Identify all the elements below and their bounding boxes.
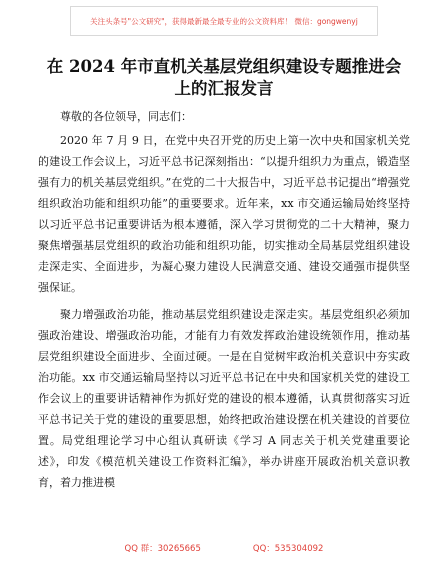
footer-qq: QQ：535304092 <box>252 544 324 554</box>
salutation: 尊敬的各位领导，同志们： <box>60 110 192 123</box>
document-title: 在 2024 年市直机关基层党组织建设专题推进会上的汇报发言 <box>46 57 402 98</box>
footer-qq-group: QQ 群：30265665 <box>124 544 201 554</box>
body-paragraph: 2020 年 7 月 9 日，在党中央召开党的历史上第一次中央和国家机关党的建设工作会议上，习近平总书记深刻指出：“以提升组织力为重点，锻造坚强有力的机关基层党组织。”在党的二十大报告中，习近平总书记提出“增强党组织政治功能和组织功能”的重要要求。近年来，xx 市交通运输局始终坚持以习近平总书记重要讲话为根本遵循，深入学习贯彻党的二十大精神，聚力聚焦增强基层党组织的政治功能和组织功能，切实推动全局基层党组织建设走深走实、全面进步，为凝心聚力建设人民满意交通、建设交通强市提供坚强保证。 <box>38 134 410 294</box>
header-banner <box>70 6 378 36</box>
footer-contact <box>0 542 448 554</box>
body-paragraph: 聚力增强政治功能，推动基层党组织建设走深走实。基层党组织必须加强政治建设、增强政治功能，才能有力有效发挥政治建设统领作用，推动基层党组织建设全面进步、全面过硬。一是在自觉树牢政治机关意识中夯实政治功能。xx 市交通运输局坚持以习近平总书记在中央和国家机关党的建设工作会议上的重要讲话精神作为抓好党的建设的根本遵循，认真贯彻落实习近平总书记关于党的建设的重要思想，始终把政治建设摆在机关建设的首要位置。局党组理论学习中心组认真研读《学习 A 同志关于机关党建重要论述》，印发《模范机关建设工作资料汇编》，举办讲座开展政治机关意识教育，着力推进模 <box>38 308 410 489</box>
banner-text: 关注头条号"公文研究"，获得最新最全最专业的公文资料库！ 微信：gongwenyj <box>90 16 358 26</box>
